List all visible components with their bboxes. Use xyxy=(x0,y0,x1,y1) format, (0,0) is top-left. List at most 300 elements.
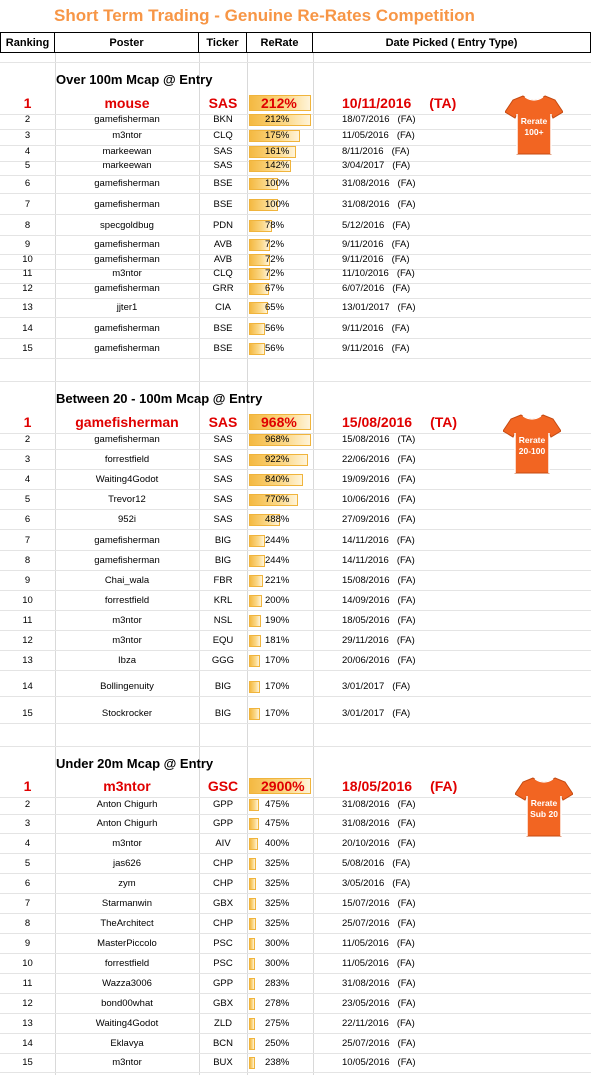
entry-type: (FA) xyxy=(397,998,416,1009)
entry-type: (FA) xyxy=(397,978,416,989)
ticker-cell: BSE xyxy=(213,323,233,334)
date-value: 9/11/2016 xyxy=(342,343,384,354)
rerate-cell xyxy=(247,706,313,722)
rerate-cell xyxy=(247,321,313,337)
rerate-value: 170% xyxy=(265,655,290,666)
date-cell xyxy=(342,472,502,488)
table-row[interactable] xyxy=(0,281,591,297)
entry-type: (FA) xyxy=(391,254,410,265)
ticker-cell: BIG xyxy=(214,555,232,566)
poster-cell: Ibza xyxy=(118,655,136,666)
date-value: 3/05/2016 xyxy=(342,878,385,889)
date-value: 31/08/2016 xyxy=(342,799,390,810)
rank-cell: 9 xyxy=(24,575,31,586)
date-value: 27/09/2016 xyxy=(342,514,390,525)
rerate-cell xyxy=(247,93,313,113)
table-row[interactable] xyxy=(0,976,591,992)
ticker-cell: SAS xyxy=(208,414,238,430)
ticker-cell: ZLD xyxy=(214,1018,232,1029)
table-row[interactable] xyxy=(0,896,591,912)
rank-cell: 14 xyxy=(22,323,33,334)
row-divider xyxy=(0,893,591,894)
rerate-cell xyxy=(247,432,313,448)
section-title: Under 20m Mcap @ Entry xyxy=(56,756,214,771)
date-value: 13/01/2017 xyxy=(342,302,390,313)
date-value: 15/08/2016 xyxy=(342,434,390,445)
entry-type: (FA) xyxy=(430,778,458,794)
table-row[interactable] xyxy=(0,593,591,609)
table-row[interactable] xyxy=(0,1016,591,1032)
entry-type: (FA) xyxy=(397,838,416,849)
ticker-cell: CLQ xyxy=(213,130,233,141)
rerate-value: 488% xyxy=(265,514,290,525)
table-row[interactable] xyxy=(0,533,591,549)
table-row[interactable] xyxy=(0,916,591,932)
rerate-value: 170% xyxy=(265,681,290,692)
poster-cell: m3ntor xyxy=(112,635,142,646)
table-row[interactable] xyxy=(0,176,591,192)
poster-cell: markeewan xyxy=(102,160,152,171)
rerate-cell xyxy=(247,472,313,488)
poster-cell: gamefisherman xyxy=(94,178,160,189)
rerate-cell xyxy=(247,679,313,695)
rerate-value: 56% xyxy=(265,323,285,334)
table-row[interactable] xyxy=(0,1055,591,1071)
section-divider xyxy=(0,381,591,382)
entry-type: (FA) xyxy=(397,818,416,829)
rerate-cell xyxy=(247,1016,313,1032)
date-value: 20/06/2016 xyxy=(342,655,390,666)
rerate-cell xyxy=(247,281,313,297)
table-row[interactable] xyxy=(0,300,591,316)
rerate-value: 244% xyxy=(265,535,290,546)
table-row[interactable] xyxy=(0,237,591,253)
entry-type: (FA) xyxy=(397,655,416,666)
rank-cell: 1 xyxy=(23,414,32,430)
date-cell xyxy=(342,266,502,282)
section-divider xyxy=(0,62,591,63)
table-row[interactable] xyxy=(0,197,591,213)
ticker-cell: GRR xyxy=(212,283,234,294)
entry-type: (FA) xyxy=(391,239,410,250)
rerate-value: 238% xyxy=(265,1057,290,1068)
date-value: 9/11/2016 xyxy=(342,254,384,265)
poster-cell: m3ntor xyxy=(103,778,151,794)
rank-cell: 14 xyxy=(22,1038,33,1049)
rank-cell: 3 xyxy=(24,130,31,141)
rerate-value: 283% xyxy=(265,978,290,989)
entry-type: (FA) xyxy=(392,708,411,719)
entry-type: (FA) xyxy=(396,555,415,566)
rank-cell: 11 xyxy=(22,615,33,626)
rerate-cell xyxy=(247,1055,313,1071)
rerate-cell xyxy=(247,553,313,569)
rerate-value: 300% xyxy=(265,938,290,949)
row-divider xyxy=(0,833,591,834)
entry-type: (FA) xyxy=(392,220,411,231)
ticker-cell: PSC xyxy=(213,958,233,969)
poster-cell: Eklavya xyxy=(110,1038,144,1049)
poster-cell: Starmanwin xyxy=(101,898,153,909)
date-cell xyxy=(342,553,502,569)
poster-cell: gamefisherman xyxy=(94,535,160,546)
ticker-cell: BSE xyxy=(213,178,233,189)
date-cell xyxy=(342,706,502,722)
poster-cell: m3ntor xyxy=(112,1057,142,1068)
date-value: 3/01/2017 xyxy=(342,681,385,692)
date-cell xyxy=(342,321,502,337)
rerate-value: 212% xyxy=(261,95,297,111)
ticker-cell: BSE xyxy=(213,199,233,210)
tshirt-label xyxy=(503,435,561,457)
tshirt-label-line: Rerate xyxy=(518,435,546,445)
date-value: 15/08/2016 xyxy=(342,575,390,586)
date-cell xyxy=(342,797,502,813)
rerate-value: 968% xyxy=(265,434,290,445)
poster-cell: Wazza3006 xyxy=(102,978,152,989)
poster-cell: Anton Chigurh xyxy=(96,818,158,829)
row-divider xyxy=(0,570,591,571)
rerate-cell xyxy=(247,876,313,892)
table-row[interactable] xyxy=(0,816,591,832)
row-divider xyxy=(0,610,591,611)
rerate-cell xyxy=(247,776,313,796)
date-value: 18/05/2016 xyxy=(342,615,390,626)
ticker-cell: GGG xyxy=(211,655,235,666)
ticker-cell: GBX xyxy=(212,998,234,1009)
date-cell xyxy=(342,158,502,174)
rerate-cell xyxy=(247,797,313,813)
row-divider xyxy=(0,630,591,631)
poster-cell: 952i xyxy=(118,514,136,525)
table-row[interactable] xyxy=(0,341,591,357)
table-row[interactable] xyxy=(0,553,591,569)
rerate-cell xyxy=(247,816,313,832)
poster-cell: gamefisherman xyxy=(94,555,160,566)
table-row[interactable] xyxy=(0,936,591,952)
header-poster[interactable]: Poster xyxy=(55,33,199,53)
date-value: 25/07/2016 xyxy=(342,918,390,929)
poster-cell: Bollingenuity xyxy=(100,681,154,692)
rank-cell: 6 xyxy=(24,514,31,525)
rank-cell: 4 xyxy=(24,146,31,157)
ticker-cell: AIV xyxy=(215,838,231,849)
poster-cell: m3ntor xyxy=(112,130,142,141)
date-value: 10/11/2016 xyxy=(342,95,412,111)
table-row[interactable] xyxy=(0,836,591,852)
ticker-cell: GSC xyxy=(207,778,239,794)
rank-cell: 5 xyxy=(24,160,31,171)
date-cell xyxy=(342,197,502,213)
date-cell xyxy=(342,1055,502,1071)
entry-type: (FA) xyxy=(392,160,411,171)
entry-type: (TA) xyxy=(397,434,416,445)
header-date-picked[interactable]: Date Picked ( Entry Type) xyxy=(313,33,591,53)
date-cell xyxy=(342,300,502,316)
date-value: 14/11/2016 xyxy=(342,535,389,546)
row-divider xyxy=(0,298,591,299)
poster-cell: gamefisherman xyxy=(75,414,179,430)
row-divider xyxy=(0,214,591,215)
entry-type: (FA) xyxy=(397,178,416,189)
poster-cell: m3ntor xyxy=(112,268,142,279)
date-value: 20/10/2016 xyxy=(342,838,390,849)
date-value: 11/10/2016 xyxy=(342,268,389,279)
ticker-cell: SAS xyxy=(213,146,233,157)
row-divider xyxy=(0,1013,591,1014)
poster-cell: mouse xyxy=(104,95,150,111)
entry-type: (FA) xyxy=(392,878,411,889)
entry-type: (FA) xyxy=(397,514,416,525)
row-divider xyxy=(0,590,591,591)
row-divider xyxy=(0,317,591,318)
entry-type: (FA) xyxy=(396,958,415,969)
date-cell xyxy=(342,412,502,432)
table-row[interactable] xyxy=(0,996,591,1012)
poster-cell: gamefisherman xyxy=(94,239,160,250)
rerate-value: 72% xyxy=(265,268,285,279)
date-value: 25/07/2016 xyxy=(342,1038,390,1049)
date-value: 22/06/2016 xyxy=(342,454,390,465)
entry-type: (FA) xyxy=(391,343,410,354)
ticker-cell: BIG xyxy=(214,535,232,546)
rerate-value: 770% xyxy=(265,494,290,505)
rank-cell: 13 xyxy=(22,655,33,666)
table-row[interactable] xyxy=(0,633,591,649)
rerate-cell xyxy=(247,916,313,932)
rank-cell: 15 xyxy=(22,343,33,354)
date-value: 3/04/2017 xyxy=(342,160,385,171)
row-divider xyxy=(0,509,591,510)
rerate-cell xyxy=(247,128,313,144)
poster-cell: jjter1 xyxy=(116,302,138,313)
rerate-cell xyxy=(247,512,313,528)
rank-cell: 14 xyxy=(22,681,33,692)
table-row[interactable] xyxy=(0,266,591,282)
rank-cell: 8 xyxy=(24,555,31,566)
date-value: 18/07/2016 xyxy=(342,114,390,125)
entry-type: (FA) xyxy=(392,681,411,692)
rerate-cell xyxy=(247,237,313,253)
entry-type: (TA) xyxy=(429,95,457,111)
leader-row[interactable] xyxy=(0,776,591,796)
rerate-cell xyxy=(247,218,313,234)
entry-type: (FA) xyxy=(397,302,416,313)
date-value: 5/12/2016 xyxy=(342,220,385,231)
rank-cell: 6 xyxy=(24,178,31,189)
rerate-value: 175% xyxy=(265,130,290,141)
rank-cell: 12 xyxy=(22,998,33,1009)
date-cell xyxy=(342,633,502,649)
table-row[interactable] xyxy=(0,218,591,234)
date-value: 31/08/2016 xyxy=(342,199,390,210)
ticker-cell: GPP xyxy=(212,818,234,829)
rerate-cell xyxy=(247,158,313,174)
rank-cell: 13 xyxy=(22,302,33,313)
poster-cell: gamefisherman xyxy=(94,434,160,445)
table-row[interactable] xyxy=(0,653,591,669)
table-row[interactable] xyxy=(0,321,591,337)
date-cell xyxy=(342,896,502,912)
poster-cell: gamefisherman xyxy=(94,343,160,354)
ticker-cell: BIG xyxy=(214,681,232,692)
rerate-cell xyxy=(247,836,313,852)
entry-type: (FA) xyxy=(397,199,416,210)
ticker-cell: PSC xyxy=(213,938,233,949)
tshirt-label xyxy=(505,116,563,138)
entry-type: (FA) xyxy=(396,635,415,646)
table-row[interactable] xyxy=(0,706,591,722)
rank-cell: 7 xyxy=(24,199,31,210)
date-cell xyxy=(342,679,502,695)
poster-cell: bond00what xyxy=(101,998,153,1009)
table-row[interactable] xyxy=(0,128,591,144)
rank-cell: 15 xyxy=(22,1057,33,1068)
leader-row[interactable] xyxy=(0,93,591,113)
tshirt-label-line: Rerate xyxy=(530,798,558,808)
table-row[interactable] xyxy=(0,492,591,508)
date-cell xyxy=(342,956,502,972)
date-cell xyxy=(342,856,502,872)
rerate-cell xyxy=(247,593,313,609)
entry-type: (FA) xyxy=(392,858,411,869)
rank-cell: 1 xyxy=(23,95,32,111)
rerate-value: 840% xyxy=(265,474,290,485)
tshirt-icon xyxy=(503,413,561,475)
rank-cell: 3 xyxy=(24,818,31,829)
section-title: Between 20 - 100m Mcap @ Entry xyxy=(56,391,263,406)
date-cell xyxy=(342,776,502,796)
table-row[interactable] xyxy=(0,797,591,813)
table-row[interactable] xyxy=(0,112,591,128)
date-value: 14/11/2016 xyxy=(342,555,389,566)
date-cell xyxy=(342,936,502,952)
poster-cell: Anton Chigurh xyxy=(96,799,158,810)
table-row[interactable] xyxy=(0,512,591,528)
table-row[interactable] xyxy=(0,679,591,695)
rank-cell: 3 xyxy=(24,454,31,465)
rerate-value: 212% xyxy=(265,114,290,125)
entry-type: (FA) xyxy=(397,114,416,125)
date-cell xyxy=(342,128,502,144)
rank-cell: 9 xyxy=(24,239,31,250)
table-row[interactable] xyxy=(0,613,591,629)
rerate-value: 78% xyxy=(265,220,285,231)
poster-cell: Chai_wala xyxy=(104,575,150,586)
date-value: 31/08/2016 xyxy=(342,818,390,829)
row-divider xyxy=(0,529,591,530)
rank-cell: 4 xyxy=(24,838,31,849)
rerate-value: 67% xyxy=(265,283,285,294)
date-cell xyxy=(342,512,502,528)
rank-cell: 5 xyxy=(24,494,31,505)
date-cell xyxy=(342,613,502,629)
row-divider xyxy=(0,814,591,815)
tshirt-label-line: Sub 20 xyxy=(530,809,558,819)
poster-cell: gamefisherman xyxy=(94,254,160,265)
rerate-cell xyxy=(247,266,313,282)
rerate-value: 244% xyxy=(265,555,290,566)
row-divider xyxy=(0,853,591,854)
table-row[interactable] xyxy=(0,573,591,589)
rank-cell: 4 xyxy=(24,474,31,485)
rank-cell: 13 xyxy=(22,1018,33,1029)
tshirt-label-line: 20-100 xyxy=(518,446,546,456)
rank-cell: 9 xyxy=(24,938,31,949)
date-value: 9/11/2016 xyxy=(342,323,384,334)
rerate-value: 190% xyxy=(265,615,290,626)
date-cell xyxy=(342,432,502,448)
rank-cell: 10 xyxy=(22,595,33,606)
ticker-cell: SAS xyxy=(213,514,233,525)
ticker-cell: KRL xyxy=(213,595,233,606)
ticker-cell: SAS xyxy=(213,434,233,445)
rerate-value: 65% xyxy=(265,302,285,313)
header-ranking[interactable]: Ranking xyxy=(0,33,55,53)
header-rerate[interactable]: ReRate xyxy=(247,33,313,53)
tshirt-label xyxy=(515,798,573,820)
row-divider xyxy=(0,235,591,236)
rerate-value: 250% xyxy=(265,1038,290,1049)
table-row[interactable] xyxy=(0,956,591,972)
table-row[interactable] xyxy=(0,1036,591,1052)
date-value: 15/07/2016 xyxy=(342,898,390,909)
ticker-cell: SAS xyxy=(213,494,233,505)
date-cell xyxy=(342,218,502,234)
row-divider xyxy=(0,723,591,724)
rerate-value: 400% xyxy=(265,838,290,849)
rank-cell: 11 xyxy=(22,268,33,279)
rerate-cell xyxy=(247,412,313,432)
section-title: Over 100m Mcap @ Entry xyxy=(56,72,213,87)
section-divider xyxy=(0,746,591,747)
rank-cell: 1 xyxy=(23,778,32,794)
entry-type: (FA) xyxy=(391,323,410,334)
poster-cell: zym xyxy=(118,878,136,889)
date-cell xyxy=(342,876,502,892)
rerate-cell xyxy=(247,176,313,192)
table-row[interactable] xyxy=(0,856,591,872)
rerate-cell xyxy=(247,1036,313,1052)
rerate-cell xyxy=(247,112,313,128)
table-row[interactable] xyxy=(0,158,591,174)
rerate-value: 475% xyxy=(265,818,290,829)
ticker-cell: CHP xyxy=(212,918,234,929)
rerate-value: 100% xyxy=(265,178,290,189)
row-divider xyxy=(0,489,591,490)
page-title: Short Term Trading - Genuine Re-Rates Competition xyxy=(54,6,475,25)
date-value: 29/11/2016 xyxy=(342,635,389,646)
rerate-cell xyxy=(247,976,313,992)
rerate-value: 200% xyxy=(265,595,290,606)
table-row[interactable] xyxy=(0,876,591,892)
header-ticker[interactable]: Ticker xyxy=(199,33,247,53)
entry-type: (FA) xyxy=(396,535,415,546)
poster-cell: m3ntor xyxy=(112,615,142,626)
row-divider xyxy=(0,550,591,551)
entry-type: (TA) xyxy=(430,414,458,430)
ticker-cell: NSL xyxy=(213,615,233,626)
rank-cell: 10 xyxy=(22,254,33,265)
rerate-cell xyxy=(247,956,313,972)
poster-cell: m3ntor xyxy=(112,838,142,849)
date-value: 11/05/2016 xyxy=(342,938,389,949)
entry-type: (FA) xyxy=(397,474,416,485)
rerate-value: 161% xyxy=(265,146,290,157)
entry-type: (FA) xyxy=(397,1038,416,1049)
date-cell xyxy=(342,976,502,992)
ticker-cell: CHP xyxy=(212,878,234,889)
